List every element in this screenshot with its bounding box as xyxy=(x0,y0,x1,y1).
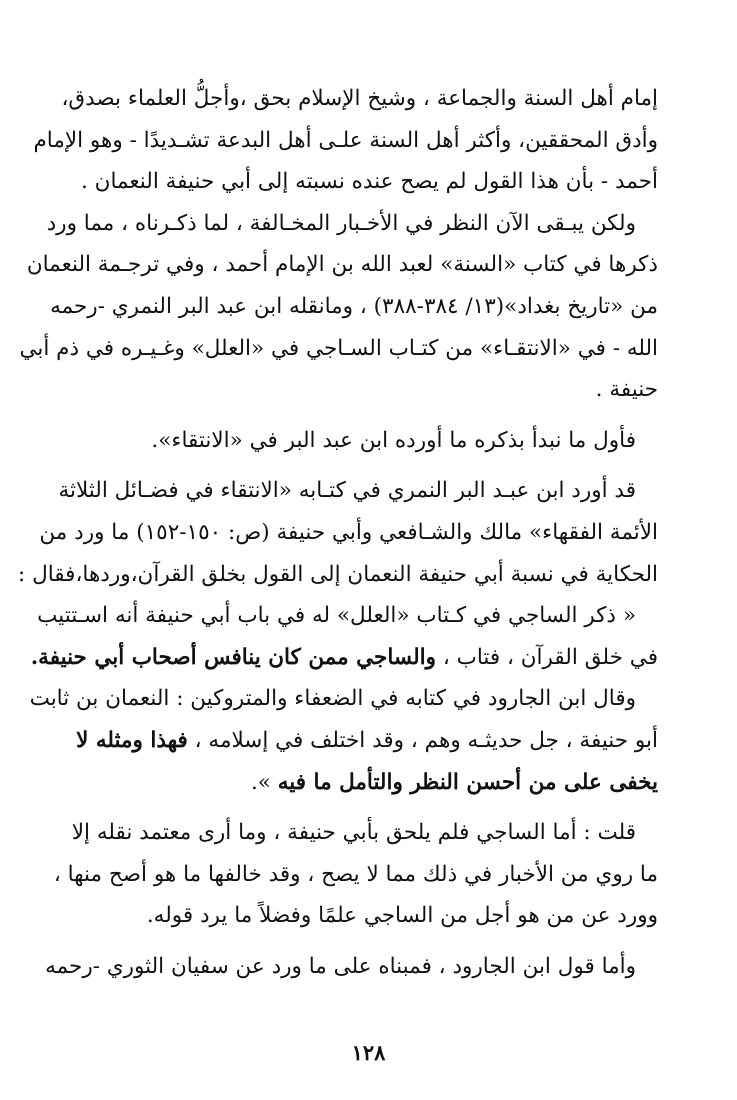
bold-text-segment: فهذا ومثله لا xyxy=(76,727,188,753)
text-line: الأئمة الفقهاء» مالك والشـافعي وأبي حنيفة (ص: ١٥٠-١٥٢) ما ورد من xyxy=(39,519,658,545)
text-line: إمام أهل السنة والجماعة ، وشيخ الإسلام بحق ،وأجلُّ العلماء بصدق، xyxy=(61,86,658,111)
text-line: أحمد - بأن هذا القول لم يصح عنده نسبته إلى أبي حنيفة النعمان . xyxy=(80,169,658,195)
text-segment: أبو حنيفة ، جل حديثـه وهم ، وقد اختلف في إسلامه ، xyxy=(194,727,658,753)
text-line: قد أورد ابن عبـد البر النمري في كتـابه «الانتقاء في فضـائل الثلاثة xyxy=(58,478,636,504)
text-line xyxy=(78,720,658,762)
text-line: حنيفة . xyxy=(595,377,658,403)
text-line: الحكاية في نسبة أبي حنيفة النعمان إلى القول بخلق القرآن،وردها،فقال : xyxy=(18,561,658,587)
text-segment: في خلق القرآن ، فتاب ، xyxy=(442,644,658,670)
text-line: ولكن يبـقى الآن النظر في الأخـبار المخـالفة ، لما ذكـرناه ، مما ورد xyxy=(46,210,636,236)
text-line: من «تاريخ بغداد»(١٣/ ٣٨٤-٣٨٨) ، ومانقله ابن عبد البر النمري -رحمه xyxy=(50,293,658,319)
text-line: ذكرها في كتاب «السنة» لعبد الله بن الإمام أحمد ، وفي ترجـمة النعمان xyxy=(26,252,658,278)
text-line: « ذكر الساجي في كـتاب «العلل» له في باب أبي حنيفة أنه اسـتتيب xyxy=(37,603,636,629)
page-text xyxy=(18,78,658,987)
text-line: وورد عن من هو أجل من الساجي علمًا وفضلاً ما يرد قوله. xyxy=(146,903,658,929)
text-line xyxy=(78,762,658,804)
text-line xyxy=(30,637,658,679)
bold-text-segment: يخفى على من أحسن النظر والتأمل ما فيه xyxy=(277,769,658,795)
text-line: وأدق المحققين، وأكثر أهل السنة علـى أهل البدعة تشـديدًا - وهو الإمام xyxy=(33,127,658,153)
text-line: قلت : أما الساجي فلم يلحق بأبي حنيفة ، وما أرى معتمد نقله إلا xyxy=(71,820,636,846)
bold-text-segment: والساجي ممن كان ينافس أصحاب أبي حنيفة. xyxy=(30,644,436,670)
text-line: فأول ما نبدأ بذكره ما أورده ابن عبد البر في «الانتقاء». xyxy=(151,427,636,453)
text-line: وقال ابن الجارود في كتابه في الضعفاء والمتروكين : النعمان بن ثابت xyxy=(29,686,636,712)
text-line: وأما قول ابن الجارود ، فمبناه على ما ورد عن سفيان الثوري -رحمه xyxy=(45,953,636,979)
text-segment: ». xyxy=(250,769,278,795)
page-number: ١٢٨ xyxy=(351,1040,386,1065)
text-line: ما روي من الأخبار في ذلك مما لا يصح ، وقد خالفها ما هو أصح منها ، xyxy=(53,861,658,887)
text-line: الله - في «الانتقـاء» من كتـاب السـاجي في «العلل» وغـيـره في ذم أبي xyxy=(19,335,658,361)
